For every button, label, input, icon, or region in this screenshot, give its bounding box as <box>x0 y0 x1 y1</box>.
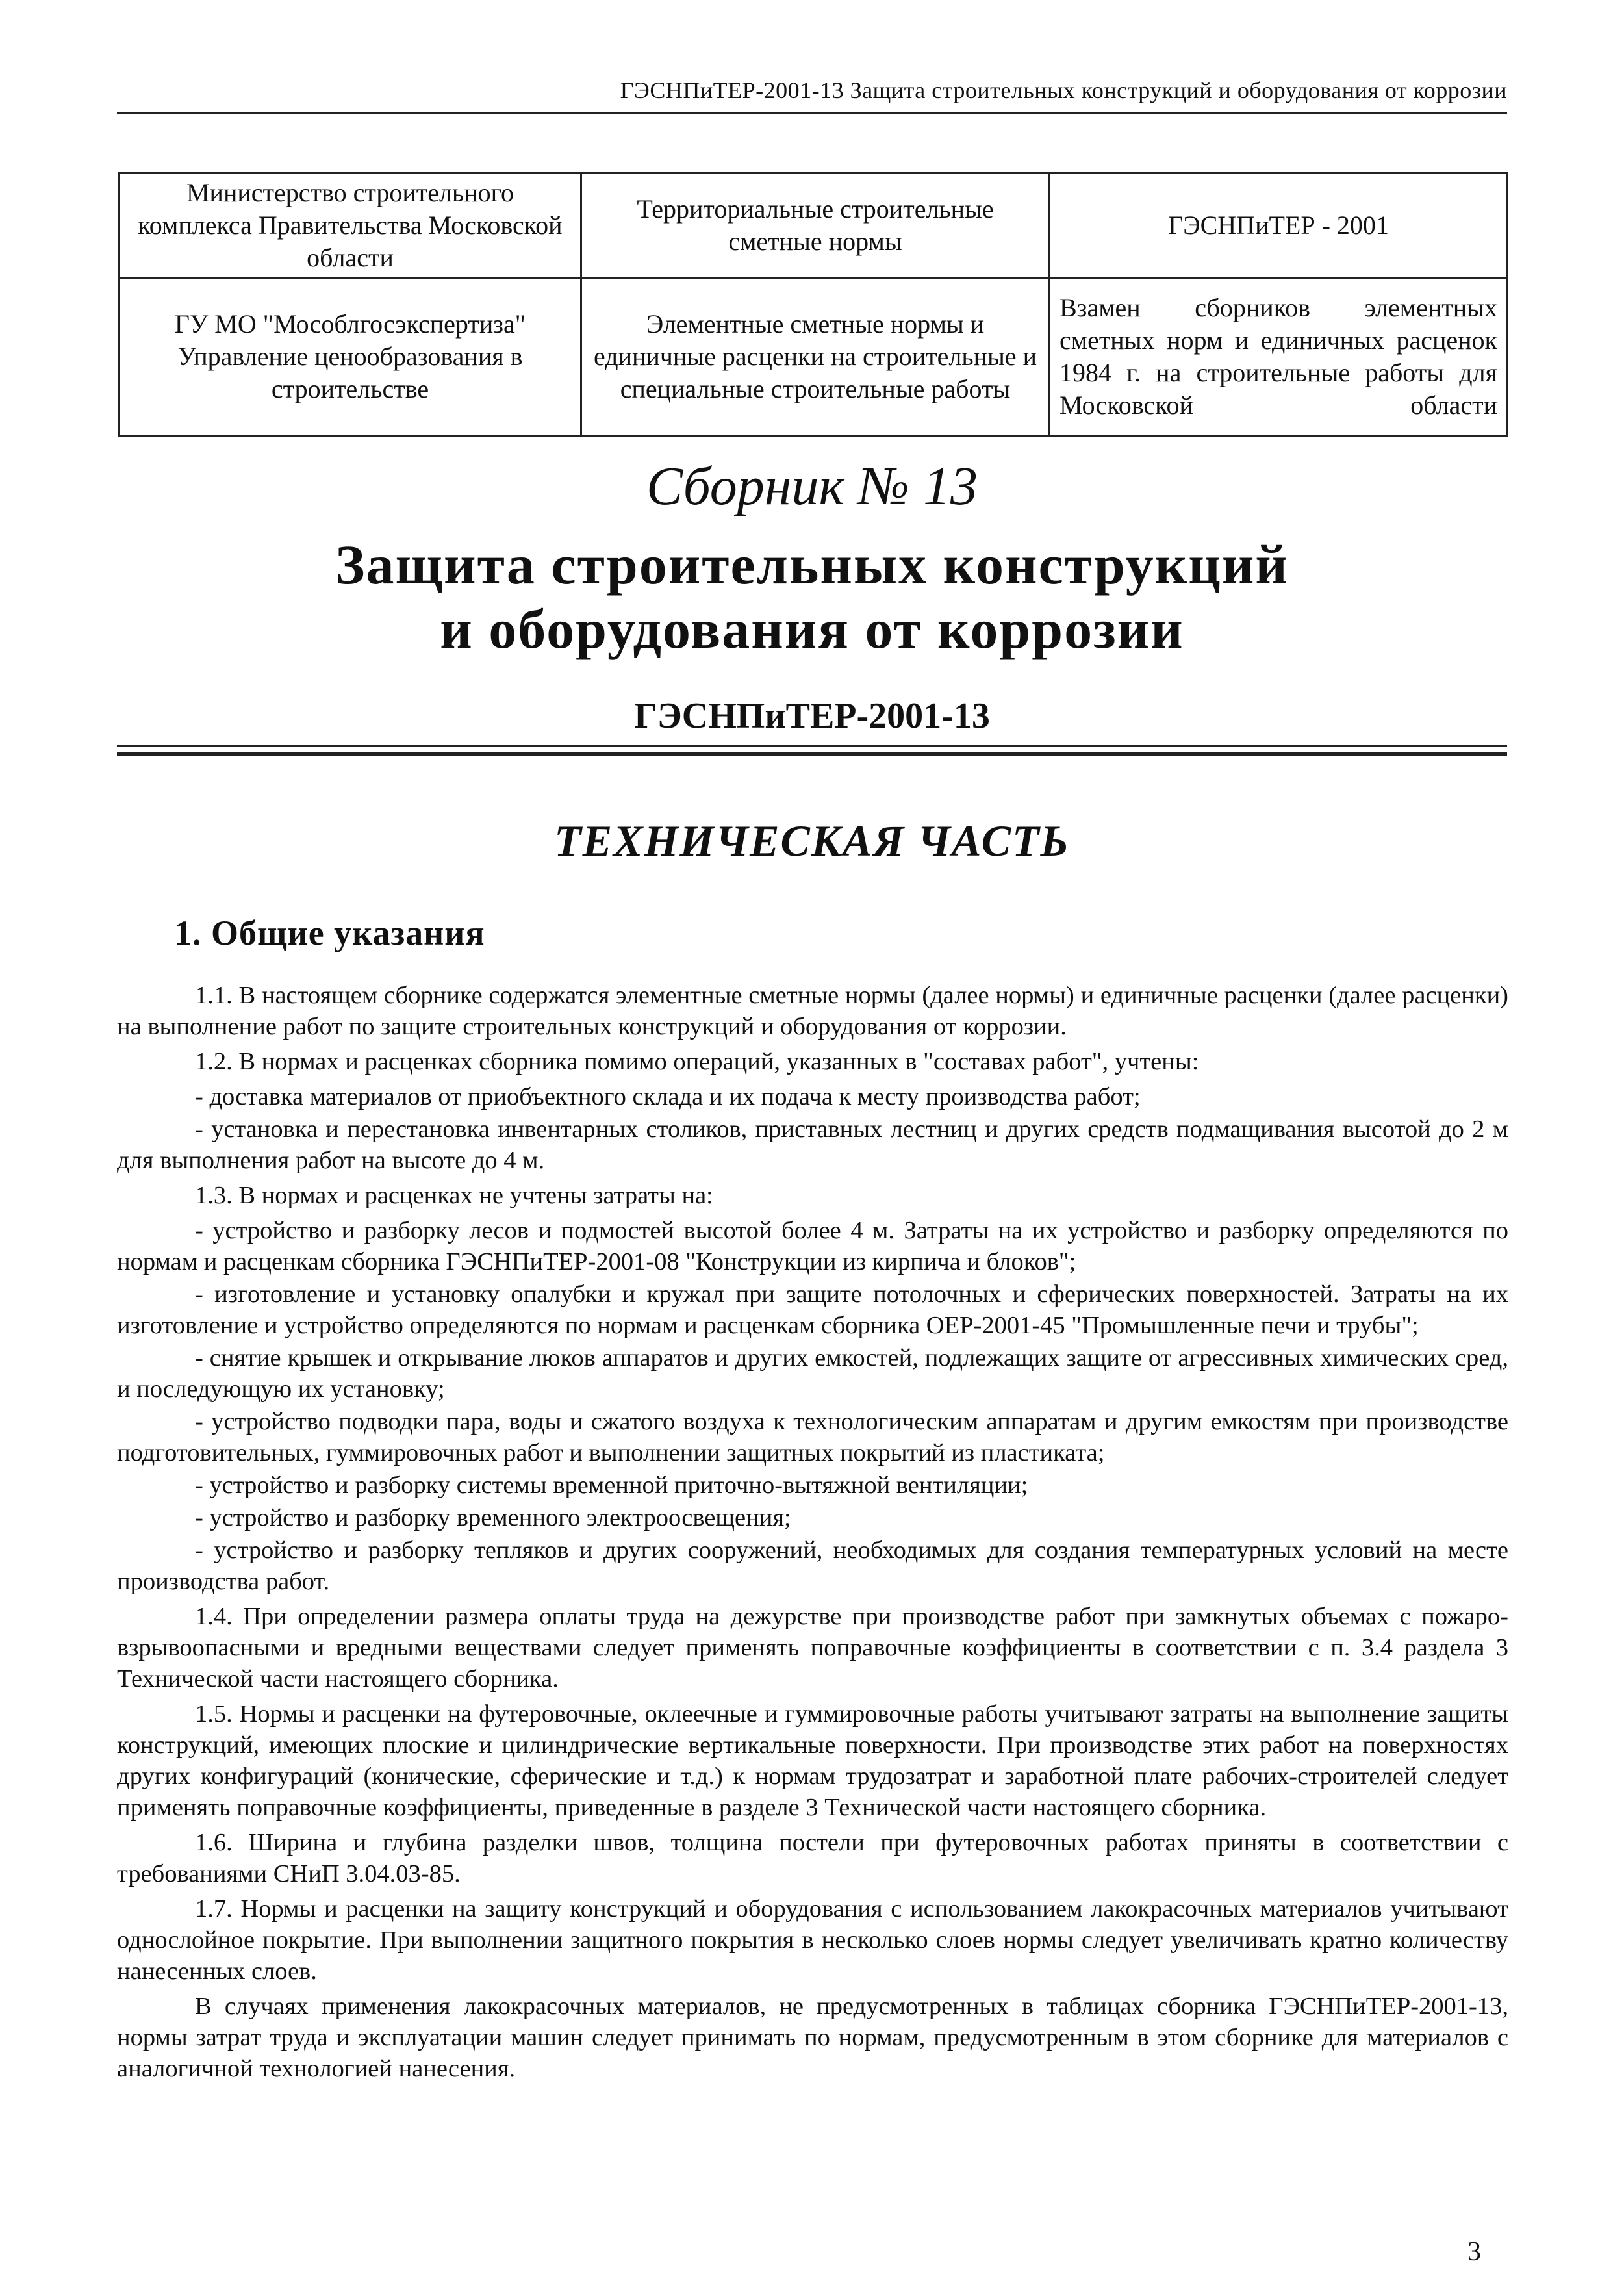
title-line-1: Защита строительных конструкций <box>335 533 1289 596</box>
list-item: - устройство и разборку тепляков и других сооружений, необходимых для создания температурных условий на месте производства работ. <box>117 1537 1508 1595</box>
paragraph: 1.5. Нормы и расценки на футеровочные, оклеечные и гуммировочные работы учитывают затраты на выполнение защиты конструкций, имеющих плоские и цилиндрические вертикальные поверхности. При производстве этих работ на поверхностях других конфигураций (конические, сферические и т.д.) к нормам трудозатрат и заработной плате рабочих-строителей следует применять поправочные коэффициенты, приведенные в разделе 3 Технической части настоящего сборника. <box>117 1700 1508 1821</box>
paragraph: 1.4. При определении размера оплаты труда на дежурстве при производстве работ при замкнутых объемах с пожаро-взрывоопасными и вредными веществами следует применять поправочные коэффициенты в соответствии с п. 3.4 раздела 3 Технической части настоящего сборника. <box>117 1603 1508 1693</box>
list-item: - устройство и разборку системы временной приточно-вытяжной вентиляции; <box>195 1472 1028 1499</box>
agency-cell: ГУ МО "Мособлгосэкспертиза" Управление ценообразования в строительстве <box>120 278 581 436</box>
paragraph: 1.2. В нормах и расценках сборника помимо операций, указанных в "составах работ", учтены: <box>195 1048 1199 1075</box>
list-item: - установка и перестановка инвентарных столиков, приставных лестниц и других средств подмащивания высотой до 2 м для выполнения работ на высоте до 4 м. <box>117 1116 1508 1174</box>
subsection-title: 1. Общие указания <box>174 914 485 952</box>
norm-code-cell: ГЭСНПиТЕР - 2001 <box>1050 173 1508 278</box>
title-divider-thin <box>117 745 1507 747</box>
list-item: - снятие крышек и открывание люков аппаратов и других емкостей, подлежащих защите от агрессивных химических сред, и последующую их установку; <box>117 1344 1508 1403</box>
header-table-row <box>120 278 1508 436</box>
replacement-cell: Взамен сборников элементных сметных норм и единичных расценок 1984 г. на строительные работы для Московской области <box>1050 278 1508 436</box>
paragraph: 1.1. В настоящем сборнике содержатся элементные сметные нормы (далее нормы) и единичные расценки (далее расценки) на выполнение работ по защите строительных конструкций и оборудования от коррозии. <box>117 982 1508 1040</box>
paragraph: 1.3. В нормах и расценках не учтены затраты на: <box>195 1182 713 1209</box>
collection-code: ГЭСНПиТЕР-2001-13 <box>634 696 990 736</box>
list-item: - доставка материалов от приобъектного склада и их подача к месту производства работ; <box>195 1083 1141 1110</box>
body-text <box>117 980 1508 2088</box>
list-item: - устройство подводки пара, воды и сжатого воздуха к технологическим аппаратам и другим емкостям при производстве подготовительных, гуммировочных работ и выполнении защитных покрытий из пластиката; <box>117 1408 1508 1466</box>
header-divider <box>117 112 1507 114</box>
list-item: - устройство и разборку лесов и подмостей высотой более 4 м. Затраты на их устройство и разборку определяются по нормам и расценкам сборника ГЭСНПиТЕР-2001-08 "Конструкции из кирпича и блоков"; <box>117 1217 1508 1275</box>
ministry-cell: Министерство строительного комплекса Правительства Московской области <box>120 173 581 278</box>
main-title <box>0 533 1624 661</box>
list-item: - изготовление и установку опалубки и кружал при защите потолочных и сферических поверхностей. Затраты на их изготовление и устройство определяются по нормам и расценкам сборника ОЕР-2001-45 "Промышленные печи и трубы"; <box>117 1281 1508 1339</box>
running-header: ГЭСНПиТЕР-2001-13 Защита строительных конструкций и оборудования от коррозии <box>620 77 1507 103</box>
header-table-row <box>120 173 1508 278</box>
title-divider-thick <box>117 752 1507 756</box>
section-title: ТЕХНИЧЕСКАЯ ЧАСТЬ <box>554 816 1070 865</box>
title-line-2: и оборудования от коррозии <box>440 597 1184 660</box>
norm-type-cell: Территориальные строительные сметные нормы <box>581 173 1050 278</box>
norm-description-cell: Элементные сметные нормы и единичные расценки на строительные и специальные строительные работы <box>581 278 1050 436</box>
list-item: - устройство и разборку временного электроосвещения; <box>195 1504 791 1531</box>
paragraph: 1.6. Ширина и глубина разделки швов, толщина постели при футеровочных работах приняты в соответствии с требованиями СНиП 3.04.03-85. <box>117 1829 1508 1887</box>
paragraph: 1.7. Нормы и расценки на защиту конструкций и оборудования с использованием лакокрасочных материалов учитывают однослойное покрытие. При выполнении защитного покрытия в несколько слоев нормы следует увеличивать кратно количеству нанесенных слоев. <box>117 1895 1508 1985</box>
header-table <box>118 172 1508 437</box>
collection-number: Сборник № 13 <box>646 456 978 517</box>
page-number: 3 <box>1467 2237 1481 2267</box>
paragraph: В случаях применения лакокрасочных материалов, не предусмотренных в таблицах сборника ГЭСНПиТЕР-2001-13, нормы затрат труда и эксплуатации машин следует принимать по нормам, предусмотренным в этом сборнике для материалов с аналогичной технологией нанесения. <box>117 1993 1508 2082</box>
